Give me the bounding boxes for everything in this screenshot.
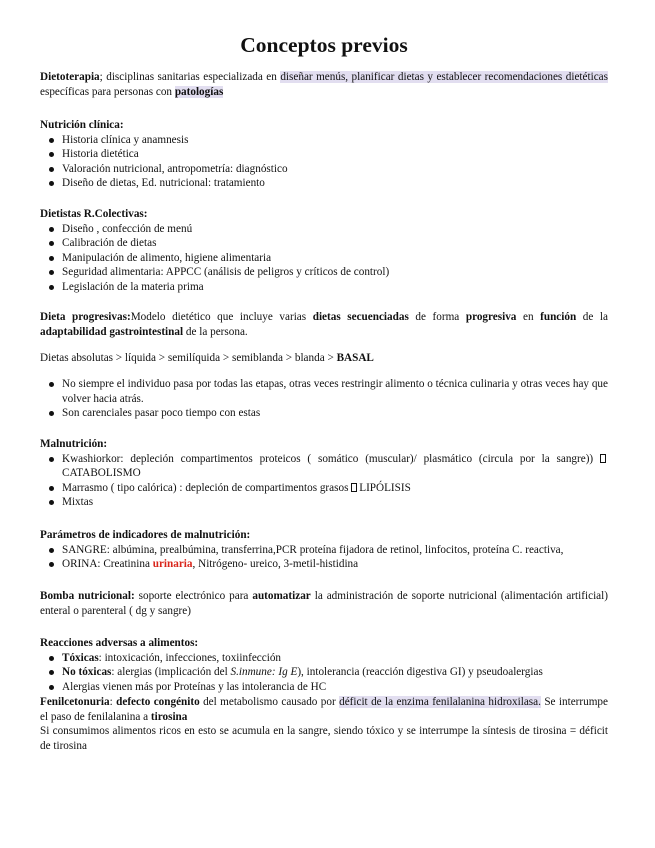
notoxicas-term: No tóxicas	[62, 666, 112, 679]
reacciones-section	[40, 636, 608, 694]
dietoterapia-paragraph	[40, 70, 608, 99]
dietistas-section	[40, 207, 608, 295]
dietoterapia-term: Dietoterapia	[40, 71, 100, 83]
dietoterapia-text-a: ; disciplinas sanitarias especializada en	[99, 71, 281, 83]
orina-text-a: ORINA: Creatinina	[62, 558, 153, 571]
malnutricion-heading: Malnutrición:	[40, 438, 108, 450]
reacciones-heading: Reacciones adversas a alimentos:	[40, 637, 199, 649]
parametros-list	[40, 543, 608, 572]
dietistas-list	[40, 222, 608, 295]
dietoterapia-highlight-a: diseñar menús, planificar dietas y establecer recomendaciones dietéticas	[280, 71, 608, 83]
list-item: Calibración de dietas	[40, 236, 608, 251]
bomba-text-1: soporte electrónico para	[134, 590, 253, 602]
list-item	[40, 557, 608, 572]
parametros-heading: Parámetros de indicadores de malnutrición:	[40, 529, 251, 541]
nutricion-clinica-heading: Nutrición clínica:	[40, 119, 124, 131]
list-item: Alergias vienen más por Proteínas y las intolerancia de HC	[40, 680, 608, 695]
list-item	[40, 481, 608, 496]
dietoterapia-text-b: específicas para personas con	[40, 85, 175, 98]
fenilcetonuria-paragraph	[40, 695, 608, 724]
bomba-section	[40, 589, 608, 618]
bomba-term: Bomba nutricional:	[40, 590, 135, 602]
page-title: Conceptos previos	[240, 33, 408, 57]
dieta-progresiva-text-3: en	[516, 311, 541, 323]
list-item: Valoración nutricional, antropometría: diagnóstico	[40, 162, 608, 177]
fenil-highlight: déficit de la enzima fenilalanina hidroxilasa.	[339, 696, 541, 708]
notoxicas-text-b: ), intolerancia (reacción digestiva GI) y pseudoalergias	[297, 666, 543, 679]
notoxicas-italic: S.inmune: Ig E	[230, 666, 298, 679]
dietas-sequence	[40, 351, 608, 366]
fenil-term: Fenilcetonuria	[40, 696, 110, 708]
parametros-section	[40, 528, 608, 572]
list-item: Manipulación de alimento, higiene alimentaria	[40, 251, 608, 266]
list-item: Mixtas	[40, 495, 608, 510]
list-item	[40, 651, 608, 666]
fenil-consequence: Si consumimos alimentos ricos en esto se acumula en la sangre, siendo tóxico y se interrumpe la síntesis de tirosina = déficit de tirosina	[40, 725, 608, 752]
orina-text-b: , Nitrógeno- ureico, 3-metil-histidina	[192, 558, 359, 571]
nutricion-clinica-list	[40, 133, 608, 191]
list-item: Diseño , confección de menú	[40, 222, 608, 237]
list-item: Legislación de la materia prima	[40, 280, 608, 295]
reacciones-list	[40, 651, 608, 695]
dieta-progresiva-bold-2: progresiva	[465, 311, 517, 323]
list-item: Historia clínica y anamnesis	[40, 133, 608, 148]
dietoterapia-highlight-b: patologías	[174, 85, 224, 98]
marasmo-result: LIPÓLISIS	[359, 481, 411, 494]
list-item: Seguridad alimentaria: APPCC (análisis de peligros y críticos de control)	[40, 265, 608, 280]
dieta-progresiva-section	[40, 310, 608, 339]
nutricion-clinica-section	[40, 118, 608, 191]
toxicas-term: Tóxicas	[62, 651, 99, 664]
dieta-progresiva-term: Dieta progresivas:	[40, 311, 131, 323]
dietas-sequence-text: Dietas absolutas > líquida > semilíquida > semiblanda > blanda >	[40, 352, 337, 364]
dieta-progresiva-text-5: de la persona.	[183, 325, 248, 338]
kwashiorkor-result: CATABOLISMO	[62, 467, 141, 480]
fenil-bold-1: defecto congénito	[116, 696, 200, 708]
dieta-progresiva-text-1: Modelo dietético que incluye varias	[130, 311, 313, 323]
dieta-progresiva-paragraph	[40, 310, 608, 339]
malnutricion-section	[40, 437, 608, 510]
dieta-progresiva-text-4: de la	[576, 311, 609, 323]
dieta-progresiva-bold-4: adaptabilidad gastrointestinal	[40, 325, 184, 338]
orina-highlight: urinaria	[152, 558, 193, 571]
dietistas-heading: Dietistas R.Colectivas:	[40, 208, 148, 220]
fenil-text-2: del metabolismo causado por	[199, 696, 340, 708]
list-item: SANGRE: albúmina, prealbúmina, transferrina,PCR proteína fijadora de retinol, linfocitos, proteína C. reactiva,	[40, 543, 608, 558]
malnutricion-list	[40, 452, 608, 510]
bomba-text-2: la administración de soporte nutricional (alimentación artificial) enteral o parenteral ( dg y sangre)	[40, 590, 608, 617]
dietas-notes	[40, 377, 608, 421]
dietas-sequence-basal: BASAL	[336, 352, 374, 364]
list-item: Son carenciales pasar poco tiempo con estas	[40, 406, 608, 421]
list-item	[40, 665, 608, 680]
dieta-progresiva-bold-1: dietas secuenciadas	[312, 311, 409, 323]
list-item	[40, 452, 608, 481]
fenil-bold-2: tirosina	[150, 710, 188, 723]
notoxicas-text-a: : alergias (implicación del	[111, 666, 231, 679]
fenil-text-3: Se interrumpe el paso de fenilalanina a	[40, 696, 608, 723]
fenil-text-1: :	[109, 696, 117, 708]
marasmo-text: Marrasmo ( tipo calórica) : depleción de compartimentos grasos	[62, 481, 352, 494]
list-item: Historia dietética	[40, 147, 608, 162]
kwashiorkor-text: Kwashiorkor: depleción compartimentos proteicos ( somático (muscular)/ plasmático (circula por la sangre))	[62, 452, 594, 465]
list-item: No siempre el individuo pasa por todas las etapas, otras veces restringir alimento o técnica culinaria y otras veces hay que volver hacia atrás.	[40, 377, 608, 406]
dieta-progresiva-bold-3: función	[540, 311, 577, 323]
bomba-paragraph	[40, 589, 608, 618]
fenilcetonuria-section	[40, 695, 608, 753]
arrow-box-icon	[351, 483, 357, 492]
toxicas-text: : intoxicación, infecciones, toxiinfección	[98, 651, 282, 664]
dietas-notes-list	[40, 377, 608, 421]
list-item: Diseño de dietas, Ed. nutricional: tratamiento	[40, 176, 608, 191]
arrow-box-icon	[600, 454, 606, 463]
bomba-bold-1: automatizar	[252, 590, 311, 602]
dietoterapia-section	[40, 70, 608, 99]
dieta-progresiva-text-2: de forma	[408, 311, 466, 323]
